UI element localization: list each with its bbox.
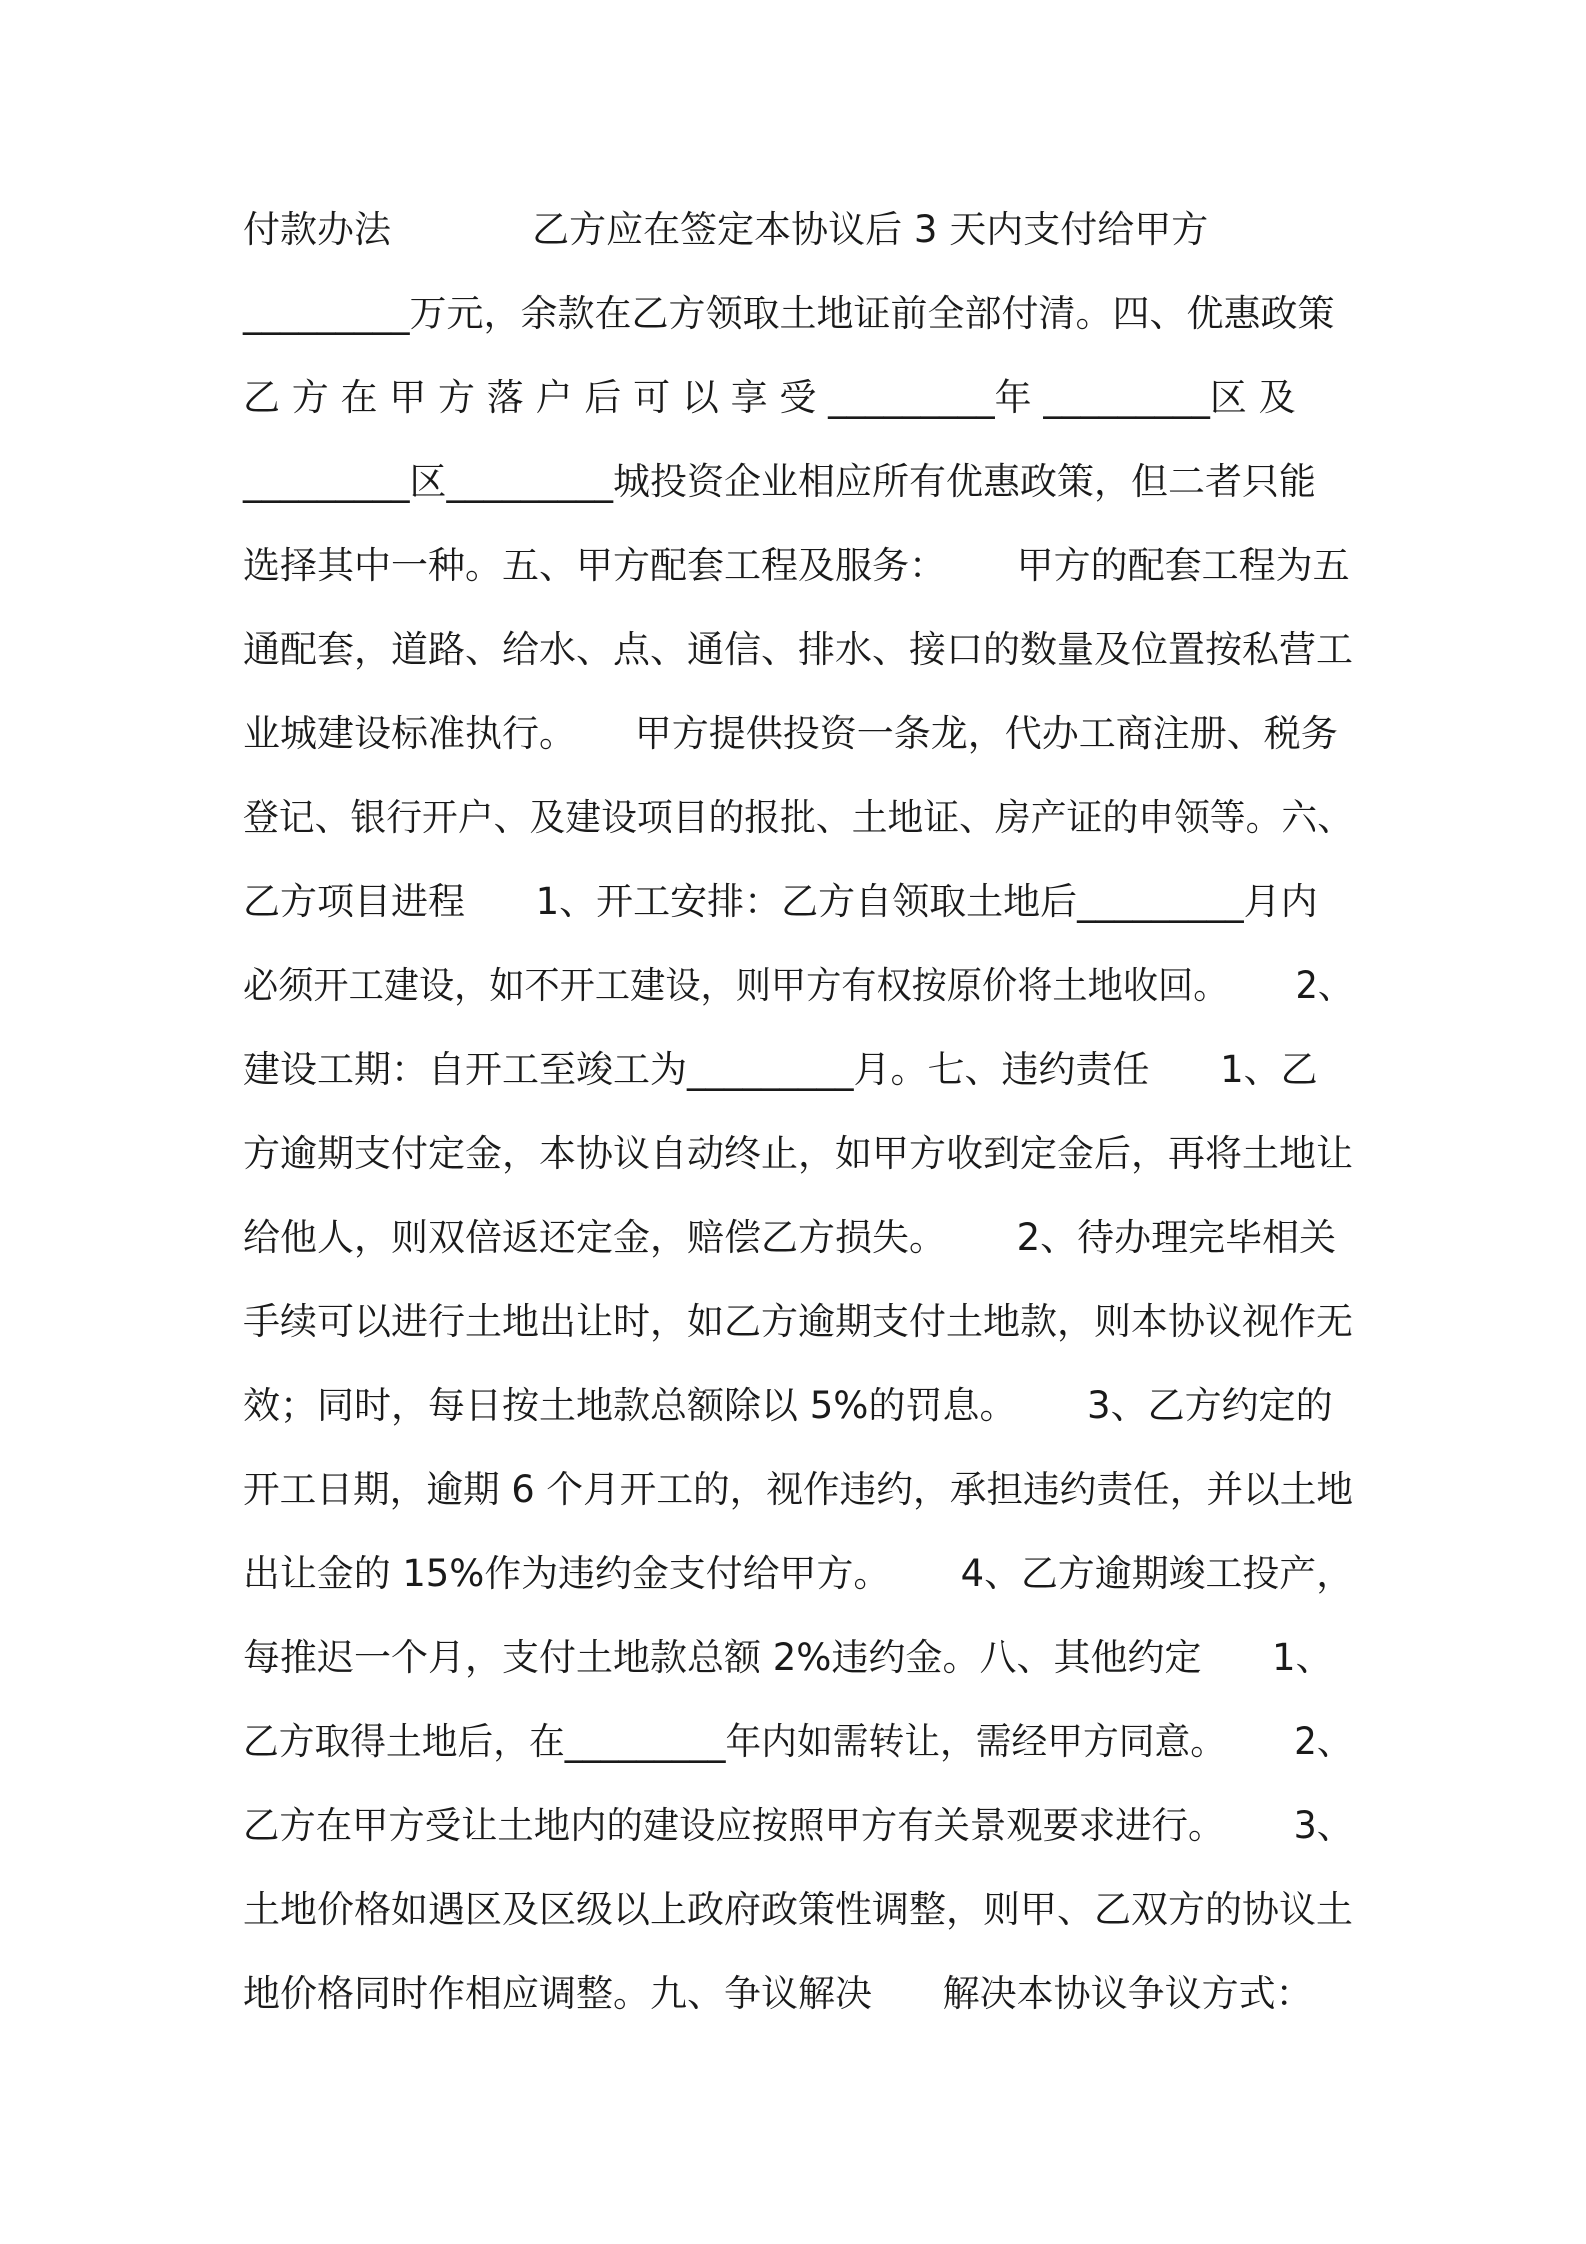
text-line-6: 通配套，道路、给水、点、通信、排水、接口的数量及位置按私营工 (243, 628, 1353, 671)
text-line-14: 手续可以进行土地出让时，如乙方逾期支付土地款，则本协议视作无 (243, 1300, 1353, 1343)
text-line-13: 给他人，则双倍返还定金，赔偿乙方损失。 2、待办理完毕相关 (243, 1216, 1337, 1259)
text-line-5: 选择其中一种。五、甲方配套工程及服务： 甲方的配套工程为五 (243, 544, 1350, 587)
text-line-16: 开工日期，逾期 6 个月开工的，视作违约，承担违约责任，并以土地 (243, 1468, 1354, 1511)
text-line-7: 业城建设标准执行。 甲方提供投资一条龙，代办工商注册、税务 (243, 712, 1338, 755)
text-line-2: _________万元，余款在乙方领取土地证前全部付清。四、优惠政策 (243, 292, 1335, 335)
text-line-21: 土地价格如遇区及区级以上政府政策性调整，则甲、乙双方的协议土 (243, 1888, 1353, 1931)
text-line-8: 登记、银行开户、及建设项目的报批、土地证、房产证的申领等。六、 (243, 796, 1353, 839)
text-line-15: 效；同时，每日按土地款总额除以 5%的罚息。 3、乙方约定的 (243, 1384, 1333, 1427)
text-line-4: _________区_________城投资企业相应所有优惠政策，但二者只能 (243, 460, 1316, 503)
text-line-10: 必须开工建设，如不开工建设，则甲方有权按原价将土地收回。 2、 (243, 964, 1354, 1007)
text-line-20: 乙方在甲方受让土地内的建设应按照甲方有关景观要求进行。 3、 (243, 1804, 1354, 1847)
text-line-19: 乙方取得土地后，在_________年内如需转让，需经甲方同意。 2、 (243, 1720, 1353, 1763)
text-line-1: 付款办法 乙方应在签定本协议后 3 天内支付给甲方 (243, 208, 1209, 251)
text-line-22: 地价格同时作相应调整。九、争议解决 解决本协议争议方式： (243, 1972, 1313, 2015)
text-line-11: 建设工期：自开工至竣工为_________月。七、违约责任 1、乙 (243, 1048, 1318, 1091)
text-line-17: 出让金的 15%作为违约金支付给甲方。 4、乙方逾期竣工投产， (243, 1552, 1354, 1595)
text-line-9: 乙方项目进程 1、开工安排：乙方自领取土地后_________月内 (243, 880, 1318, 923)
text-line-12: 方逾期支付定金，本协议自动终止，如甲方收到定金后，再将土地让 (243, 1132, 1353, 1175)
text-line-18: 每推迟一个月，支付土地款总额 2%违约金。八、其他约定 1、 (243, 1636, 1333, 1679)
document-body (243, 198, 1353, 2046)
text-line-3: 乙 方 在 甲 方 落 户 后 可 以 享 受 _________年 _________区 及 (243, 376, 1296, 419)
